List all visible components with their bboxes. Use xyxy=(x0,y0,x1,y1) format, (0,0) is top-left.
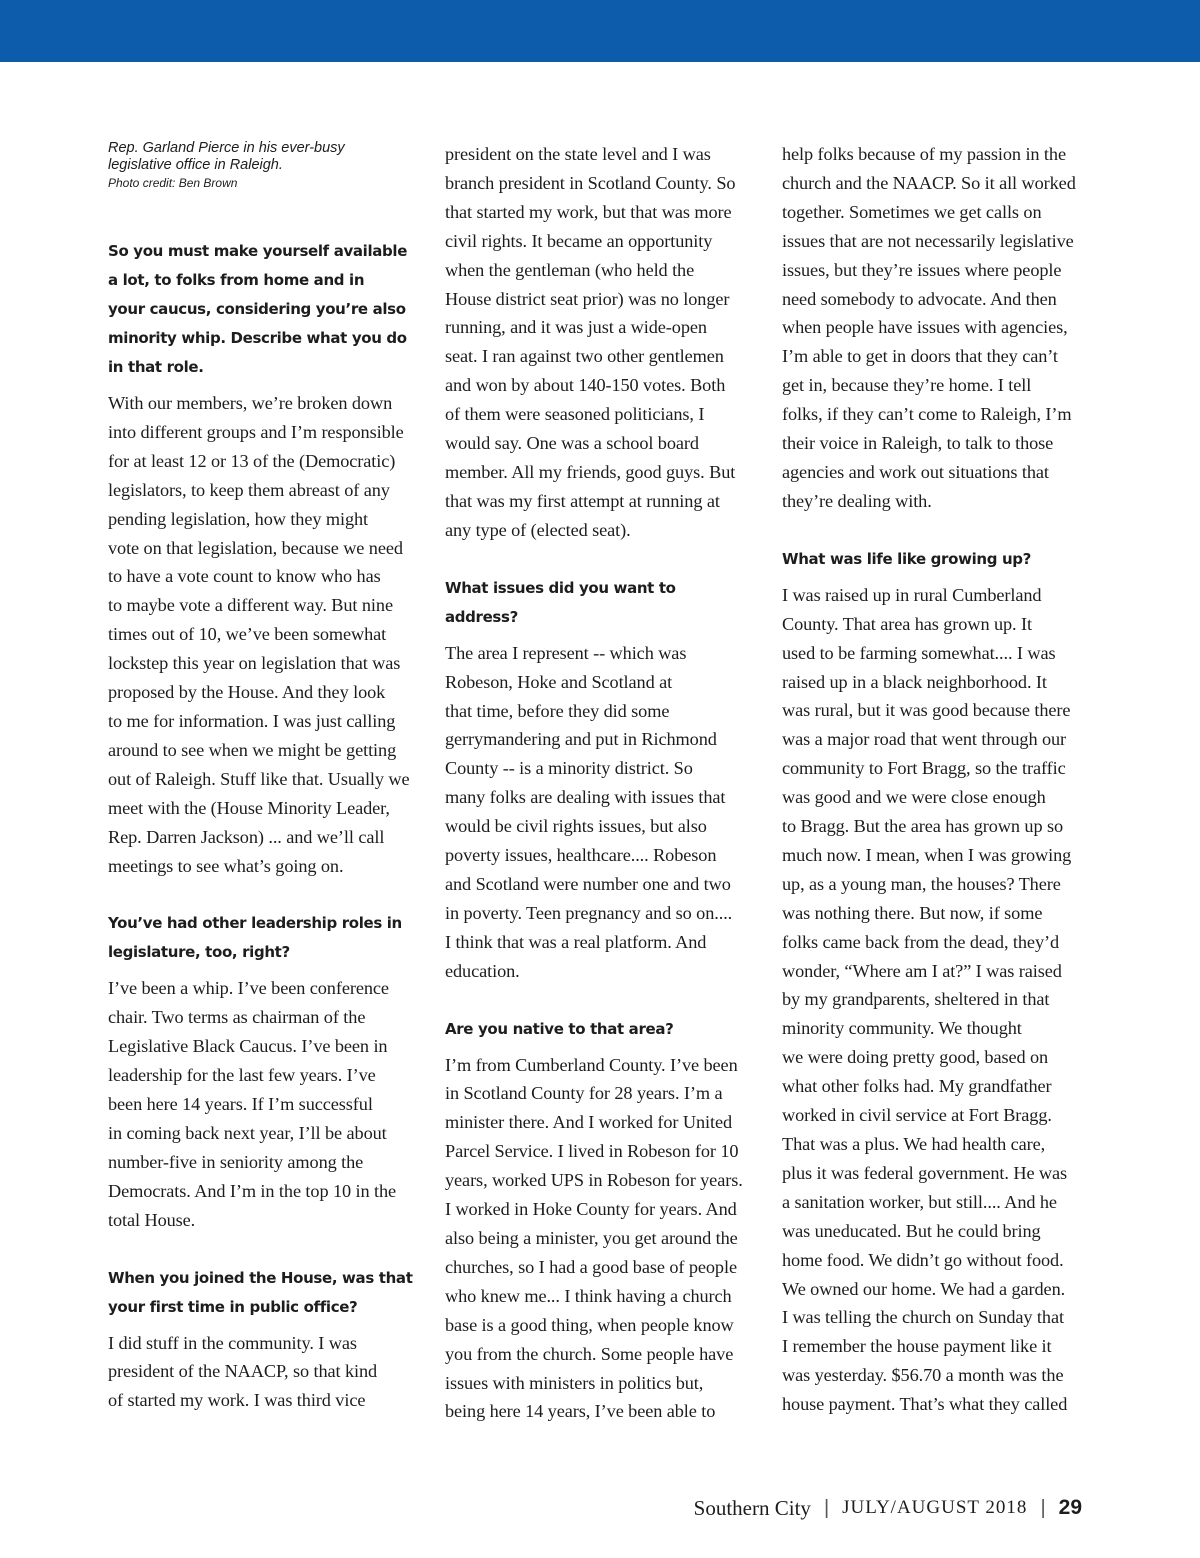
answer: I did stuff in the community. I was president of the NAACP, so that kind of started my work. I was third vice xyxy=(108,1332,378,1411)
photo-credit: Photo credit: Ben Brown xyxy=(108,176,238,190)
column-3 xyxy=(782,140,1092,1419)
publication-name: Southern City xyxy=(693,1495,811,1520)
answer: I was raised up in rural Cumberland County. That area has grown up. It used to be farming somewhat.... I was raised up in a black neighborhood. It was rural, but it was good because there was a major road that went through our community to Fort Bragg, so the traffic was good and we were close enough to Bragg. But the area has grown up so much now. I mean, when I was growing up, as a young man, the houses? There was nothing there. But now, if some folks came back from the dead, they’d wonder, “Where am I at?” I was raised by my grandparents, sheltered in that minority community. We thought we were doing pretty good, based on what other folks had. My grandfather worked in civil service at Fort Bragg. That was a plus. We had health care, plus it was federal government. He was a sanitation worker, but still.... And he was uneducated. But he could bring home food. We didn’t go without food. We owned our home. We had a garden. I was telling the church on Sunday that I remember the house payment like it was yesterday. $56.70 a month was the house payment. That’s what they called xyxy=(782,584,1072,1415)
answer-continued: help folks because of my passion in the church and the NAACP. So it all worked together. Sometimes we get calls on issues that are not necessarily legislative issues, but they’re issues where people need somebody to advocate. And then when people have issues with agencies, I’m able to get in doors that they can’t get in, because they’re home. I tell folks, if they can’t come to Raleigh, I’m their voice in Raleigh, to talk to those agencies and work out situations that they’re dealing with. xyxy=(782,144,1076,511)
question: Are you native to that area? xyxy=(445,1019,674,1038)
answer-continued: president on the state level and I was branch president in Scotland County. So that started my work, but that was more civil rights. It became an opportunity when the gentleman (who held the House district seat prior) was no longer running, and it was just a wide-open seat. I ran against two other gentlemen and won by about 140-150 votes. Both of them were seasoned politicians, I would say. One was a school board member. All my friends, good guys. But that was my first attempt at running at any type of (elected seat). xyxy=(445,144,736,540)
question: What issues did you want to address? xyxy=(445,578,676,626)
answer: The area I represent -- which was Robeson, Hoke and Scotland at that time, before they did some gerrymandering and put in Richmond County -- is a minority district. So many folks are dealing with issues that would be civil rights issues, but also poverty issues, healthcare.... Robeson and Scotland were number one and two in poverty. Teen pregnancy and so on.... I think that was a real platform. And education. xyxy=(445,642,733,981)
header-color-band xyxy=(0,0,1200,62)
question: When you joined the House, was that your first time in public office? xyxy=(108,1268,413,1316)
footer-separator: | xyxy=(1040,1496,1046,1519)
answer: With our members, we’re broken down into different groups and I’m responsible for at least 12 or 13 of the (Democratic) legislators, to keep them abreast of any pending legislation, how they might vote on that legislation, because we need to have a vote count to know who has to maybe vote a different way. But nine times out of 10, we’ve been somewhat lockstep this year on legislation that was proposed by the House. And they look to me for information. I was just calling around to see when we might be getting out of Raleigh. Stuff like that. Usually we meet with the (House Minority Leader, Rep. Darren Jackson) ... and we’ll call meetings to see what’s going on. xyxy=(108,393,410,876)
issue-date: JULY/AUGUST 2018 xyxy=(842,1497,1028,1518)
question: What was life like growing up? xyxy=(782,549,1032,568)
answer: I’ve been a whip. I’ve been conference chair. Two terms as chairman of the Legislative Black Caucus. I’ve been in leadership for the last few years. I’ve been here 14 years. If I’m successful in coming back next year, I’ll be about number-five in seniority among the Democrats. And I’m in the top 10 in the total House. xyxy=(108,978,397,1230)
page-footer xyxy=(694,1492,1082,1524)
page-number: 29 xyxy=(1058,1496,1082,1519)
column-1 xyxy=(108,140,414,1415)
photo-caption: Rep. Garland Pierce in his ever-busy legislative office in Raleigh. xyxy=(108,140,345,173)
question: You’ve had other leadership roles in legislature, too, right? xyxy=(108,914,402,962)
footer-separator: | xyxy=(823,1496,830,1519)
question: So you must make yourself available a lot, to folks from home and in your caucus, considering you’re also minority whip. Describe what you do in that role. xyxy=(108,242,408,376)
column-2 xyxy=(445,140,751,1426)
answer: I’m from Cumberland County. I’ve been in Scotland County for 28 years. I’m a minister there. And I worked for United Parcel Service. I lived in Robeson for 10 years, worked UPS in Robeson for years. I worked in Hoke County for years. And also being a minister, you get around the churches, so I had a good base of people who knew me... I think having a church base is a good thing, when people know you from the church. Some people have issues with ministers in politics but, being here 14 years, I’ve been able to xyxy=(445,1054,743,1422)
